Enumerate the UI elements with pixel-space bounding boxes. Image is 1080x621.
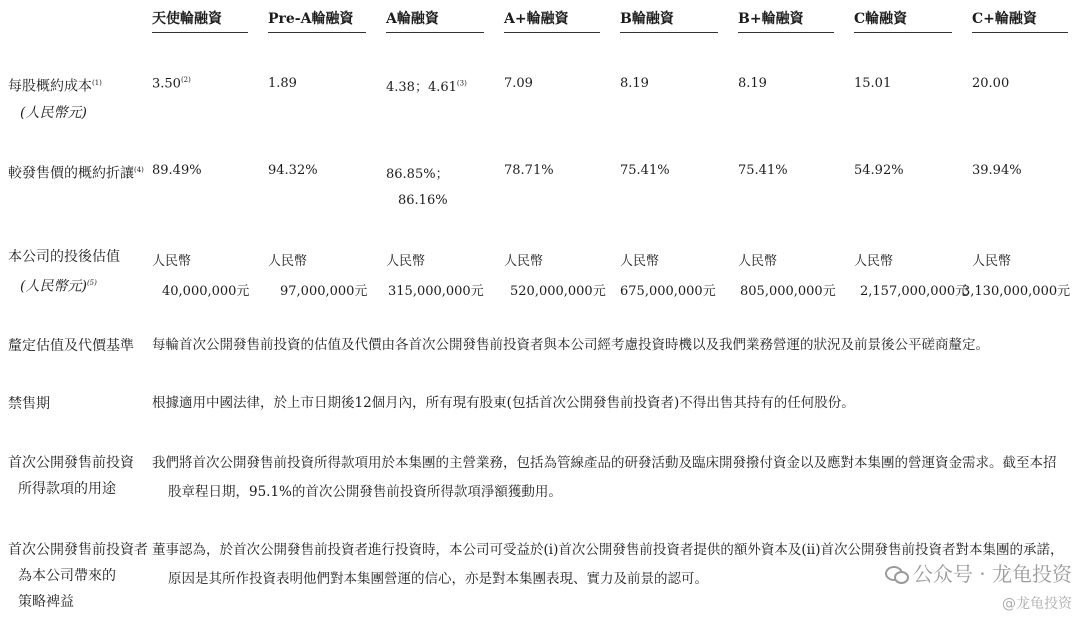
use-label-line1: 首次公開發售前投資: [8, 455, 134, 471]
watermark-line2: @龙龟投资: [1002, 596, 1072, 612]
valuation-currency-b-plus: 人民幣: [738, 254, 778, 269]
use-label-line2: 所得款項的用途: [18, 481, 116, 497]
watermark-line1: 公众号 · 龙龟投资: [912, 562, 1072, 586]
col-header-a-plus: A+輪融資: [504, 8, 600, 33]
valuation-currency-c: 人民幣: [854, 254, 894, 269]
valuation-currency-a: 人民幣: [386, 254, 426, 269]
cost-value-a: 4.38；4.61$^{(3)}$: [386, 79, 467, 95]
valuation-value-angel: 40,000,000元: [162, 284, 250, 299]
col-header-c-plus: C+輪融資: [972, 8, 1068, 33]
discount-value-b: 75.41%: [620, 163, 670, 178]
col-header-angel: 天使輪融資: [152, 8, 248, 33]
use-line2: 股章程日期，95.1%的首次公開發售前投資所得款項淨額獲動用。: [168, 484, 562, 500]
discount-value-a: 86.85%；: [386, 167, 449, 182]
valuation-currency-angel: 人民幣: [152, 254, 192, 269]
benefit-line1: 董事認為，於首次公開發售前投資者進行投資時，本公司可受益於(i)首次公開發售前投資者提供的額外資本及(ii)首次公開發售前投資者對本集團的承諾，: [152, 542, 1064, 558]
cost-value-c-plus: 20.00: [972, 76, 1010, 91]
cost-value-b-plus: 8.19: [738, 76, 767, 91]
valuation-currency-b: 人民幣: [620, 254, 660, 269]
discount-label: 較發售價的概約折讓: [8, 165, 134, 182]
valuation-value-b-plus: 805,000,000元: [740, 284, 836, 299]
row-label-benefit: [8, 537, 148, 615]
cost-value-angel: 3.50$^{(2)}$: [152, 76, 191, 92]
col-header-b-plus: B+輪融資: [738, 8, 834, 33]
watermark: [885, 558, 1072, 613]
valuation-value-a-plus: 520,000,000元: [510, 284, 606, 299]
wechat-icon: [885, 564, 907, 582]
row-label-discount: [8, 157, 144, 187]
discount-value-c-plus: 39.94%: [972, 163, 1022, 178]
valuation-value-pre-a: 97,000,000元: [280, 284, 368, 299]
valuation-value-c-plus: 3,130,000,000元: [962, 284, 1071, 299]
valuation-label: 本公司的投後估值: [8, 249, 120, 265]
valuation-value-c: 2,157,000,000元: [860, 284, 969, 299]
cost-value-b: 8.19: [620, 76, 649, 91]
benefit-line2: 原因是其所作投資表明他們對本集團營運的信心，亦是對本集團表現、實力及前景的認可。: [168, 571, 708, 587]
benefit-label-line3: 策略裨益: [18, 594, 74, 610]
lockup-text: 根據適用中國法律，於上市日期後12個月內，所有現有股東(包括首次公開發售前投資者)不得出售其持有的任何股份。: [152, 395, 855, 411]
col-header-b: B輪融資: [620, 8, 718, 33]
valuation-value-a: 315,000,000元: [388, 284, 484, 299]
valuation-value-b: 675,000,000元: [620, 284, 716, 299]
row-label-lockup: 禁售期: [8, 396, 50, 412]
benefit-label-line2: 為本公司帶來的: [18, 568, 116, 584]
valuation-currency-a-plus: 人民幣: [504, 254, 544, 269]
discount-value-a-plus: 78.71%: [504, 163, 554, 178]
row-label-use: [8, 450, 134, 502]
benefit-label-line1: 首次公開發售前投資者: [8, 542, 148, 558]
discount-value-angel: 89.49%: [152, 163, 202, 178]
cost-value-c: 15.01: [854, 76, 892, 91]
row-label-valuation: [8, 244, 120, 300]
discount-value-c: 54.92%: [854, 163, 904, 178]
cost-value-a-plus: 7.09: [504, 76, 533, 91]
col-header-c: C輪融資: [854, 8, 952, 33]
row-label-basis: 釐定估值及代價基準: [8, 338, 134, 354]
col-header-a: A輪融資: [386, 8, 484, 33]
valuation-currency-c-plus: 人民幣: [972, 254, 1012, 269]
col-header-pre-a: Pre-A輪融資: [268, 8, 366, 33]
discount-label-note: (4): [134, 166, 144, 174]
basis-text: 每輪首次公開發售前投資的估值及代價由各首次公開發售前投資者與本公司經考慮投資時機以及我們業務營運的狀況及前景後公平磋商釐定。: [152, 337, 989, 353]
valuation-currency-pre-a: 人民幣: [268, 254, 308, 269]
use-line1: 我們將首次公開發售前投資所得款項用於本集團的主營業務，包括為管線產品的研發活動及臨床開發撥付資金以及應對本集團的營運資金需求。截至本招: [152, 455, 1057, 471]
row-label-cost: [8, 70, 102, 126]
cost-sub-label: (人民幣元): [20, 104, 87, 121]
discount-value-b-plus: 75.41%: [738, 163, 788, 178]
cost-label: 每股概約成本: [8, 78, 92, 95]
cost-value-pre-a: 1.89: [268, 76, 297, 91]
valuation-sub-label: (人民幣元)$^{(5)}$: [20, 278, 97, 295]
discount-value-a-second: 86.16%: [398, 193, 448, 208]
cost-label-note: (1): [92, 79, 102, 87]
discount-value-pre-a: 94.32%: [268, 163, 318, 178]
